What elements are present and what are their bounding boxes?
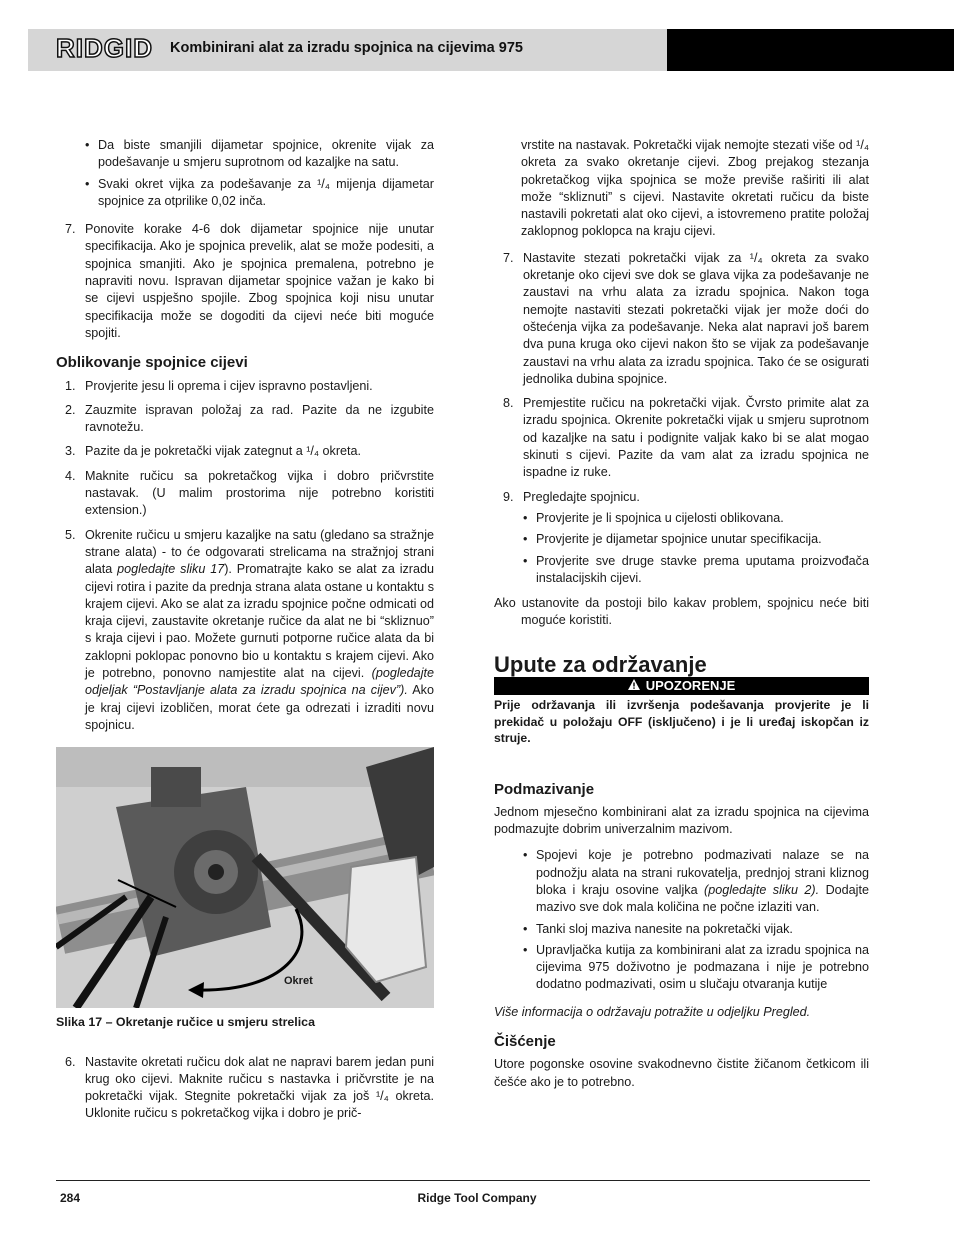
section-heading-forming: Oblikovanje spojnice cijevi [56, 354, 248, 372]
step-text: Maknite ručicu sa pokretačkog vijka i dobro pričvrstite nastavak. (U malim prostorima nije potrebno koristiti extension.) [85, 468, 434, 518]
figure-caption: Slika 17 – Okretanje ručice u smjeru strelica [56, 1015, 315, 1030]
step-text: Pazite da je pokretački vijak zategnut a ¹/₄ okreta. [85, 444, 362, 459]
right-column [494, 137, 869, 1098]
left-column [56, 137, 434, 1130]
step-number: 9. [503, 489, 514, 504]
step-text: Nastavite stezati pokretački vijak za ¹/₄ okreta za svako okretanje oko cijevi sve dok se glava vijka za podešavanje ne zaustavi na vrhu alata za izradu spojnica. Nakon toga nemojte nastaviti stezati pokretački vijak jer može doći do oštećenja vijka za podešavanje. Neka alat napravi još barem dva puna kruga oko cijevi nakon što se vijak za podešavanje zaustavi na vrhu alata za izradu spojnica. Tako će se osigurati jednolika dubina spojnice. [523, 250, 869, 386]
maintenance-more-info: Više informacija o održavaju potražite u odjeljku Pregled. [494, 1004, 811, 1019]
bullet-item: • Provjerite sve druge stavke prema uputama proizvođača instalacijskih cijevi. [494, 553, 869, 588]
step-text: Ako je kraj cijevi izobličen, morat ćete ga odrezati i izraditi novu spojnicu. [85, 683, 434, 732]
bullet-text: Spojevi koje je potrebno podmazivati nalaze se na podnožju alata na strani rukovatelja, prednjoj strani kliznog bloka i kraju osovine valjka [536, 848, 869, 897]
step-text: Okrenite ručicu u smjeru kazaljke na satu (gledano sa stražnje strane alata) - to će odgovarati strelicama na stražnjoj strani alata [85, 527, 434, 577]
step-number: 7. [65, 222, 76, 237]
section-reference: (pogledajte odjeljak “Postavljanje alata za izradu spojnica na cijev”). [85, 666, 434, 698]
step-number: 4. [65, 468, 76, 483]
maintenance-heading: Upute za održavanje [494, 651, 707, 677]
step-text: Nastavite okretati ručicu dok alat ne napravi barem jedan puni krug oko cijevi. Maknite ručicu s nastavka i pričvrstite je na pokretački vijak. Stegnite pokretački vijak za još ¹/₄ okreta. Uklonite ručicu s pokretačkog vijka i dobro je prič- [85, 1054, 434, 1121]
step-text: ). Promatrajte kako se alat za izradu cijevi rotira i pazite da prednja strana alata ostane u kontaktu s krajem cijevi. Ako se alat za izradu spojnice počne odmicati od kraja cijevi, zaustavite okretanje ručice da alat ne bi “skliznuo” s kraja cijevi i pao. Možete gurnuti potporne ručice alata da bi zaklopni poklopac ponovno bio u kontaktu s krajem cijevi. Ako je potrebno, ponovno namjestite alat na cijevi. [85, 562, 434, 681]
step-3 [56, 443, 434, 460]
warning-triangle-icon [628, 677, 640, 695]
step-number: 3. [65, 444, 76, 459]
step-number: 8. [503, 396, 514, 411]
figure-label-okret: Okret [284, 975, 313, 988]
step-4 [56, 468, 434, 520]
cleaning-heading: Čišćenje [494, 1033, 556, 1051]
lubrication-heading: Podmazivanje [494, 780, 595, 798]
step-2 [56, 402, 434, 437]
step-text: Premjestite ručicu na pokretački vijak. Čvrsto primite alat za izradu spojnica. Okrenite pokretački vijak u smjeru suprotnom od kazaljke na satu i podignite valjak kako bi se alat mogao skinuti s cijevi. Pazite da vam alat za izradu spojnica ne ispadne iz ruke. [523, 396, 869, 480]
warning-bar [494, 677, 869, 695]
step-7-right [494, 250, 869, 388]
problem-note: Ako ustanovite da postoji bilo kakav problem, spojnicu neće biti moguće koristiti. [494, 596, 869, 628]
bullet-item: • Da biste smanjili dijametar spojnice, okrenite vijak za podešavanje u smjeru suprotnom od kazaljke na satu. [56, 137, 434, 172]
header-title: Kombinirani alat za izradu spojnica na cijevima 975 [170, 40, 523, 56]
step-6 [56, 1054, 434, 1123]
warning-label: UPOZORENJE [645, 678, 736, 694]
figure-reference: (pogledajte sliku 2). [704, 883, 820, 897]
bullet-item [494, 847, 869, 916]
footer-divider [56, 1180, 870, 1181]
figure-17-photo [56, 747, 434, 1008]
figure-illustration [56, 747, 434, 1008]
step-7 [56, 221, 434, 342]
bullet-text: Dodajte mazivo sve dok mala količina ne počne izlaziti van. [536, 883, 869, 915]
ridgid-logo: RIDGID [56, 33, 153, 63]
step-text: Ponovite korake 4-6 dok dijametar spojnice nije unutar specifikacija. Ako je spojnica prevelik, alat se može podesiti, a spojnica smanjiti. Ako je spojnica premalena, potrebno je napraviti novu. Ispravan dijametar spojnice važan je kako bi se cijevi uspješno spojile. Zbog spojnica koji nisu unutar specifikacija može se dogoditi da cijevi neće biti moguće spojiti. [85, 222, 434, 340]
page-number: 284 [60, 1191, 81, 1205]
step-9-right [494, 489, 869, 506]
footer-company: Ridge Tool Company [417, 1191, 537, 1205]
step-number: 7. [503, 250, 514, 265]
step-6-continued: vrstite na nastavak. Pokretački vijak nemojte stezati više od ¹/₄ okreta za svako okretanje cijevi. Zbog prejakog stezanja pokretačkog vijka spojnica se može previše raširiti ili alat može “skliznuti” s cijevi. Nastavite okretati ručicu da biste nastavili pokretati alat oko cijevi, a istovremeno pratite položaj zaklopnog poklopca na kraju cijevi. [521, 138, 869, 239]
bullet-item: • Upravljačka kutija za kombinirani alat za izradu spojnica na cijevima 975 doživotno je podmazana i nije je potrebno dodatno podmazivati, osim u slučaju otvaranja kutije [494, 942, 869, 994]
step-number: 5. [65, 527, 76, 542]
header-black-block [667, 29, 954, 71]
figure-reference: pogledajte sliku 17 [117, 562, 225, 577]
bullet-item: • Provjerite je li spojnica u cijelosti oblikovana. [494, 510, 869, 527]
bullet-item: • Svaki okret vijka za podešavanje za ¹/₄ mijenja dijametar spojnice za otprilike 0,02 inča. [56, 176, 434, 211]
step-text: Zauzmite ispravan položaj za rad. Pazite da ne izgubite ravnotežu. [85, 402, 434, 435]
bullet-item: • Tanki sloj maziva nanesite na pokretački vijak. [494, 921, 869, 938]
step-text: Provjerite jesu li oprema i cijev ispravno postavljeni. [85, 378, 373, 393]
step-number: 1. [65, 378, 76, 393]
step-5 [56, 527, 434, 735]
warning-text: Prije održavanja ili izvršenja podešavanja provjerite je li prekidač u položaju OFF (isključeno) i je li uređaj iskopčan iz struje. [494, 698, 869, 746]
lubrication-intro: Jednom mjesečno kombinirani alat za izradu spojnica na cijevima podmazujte dobrim univerzalnim mazivom. [494, 804, 869, 837]
step-1 [56, 378, 434, 395]
bullet-item: • Provjerite je dijametar spojnice unutar specifikacija. [494, 531, 869, 548]
step-text: Pregledajte spojnicu. [523, 489, 640, 504]
cleaning-text: Utore pogonske osovine svakodnevno čistite žičanom četkicom ili češće ako je to potrebno. [494, 1057, 869, 1089]
step-number: 2. [65, 402, 76, 417]
step-number: 6. [65, 1054, 76, 1069]
step-8-right [494, 395, 869, 481]
